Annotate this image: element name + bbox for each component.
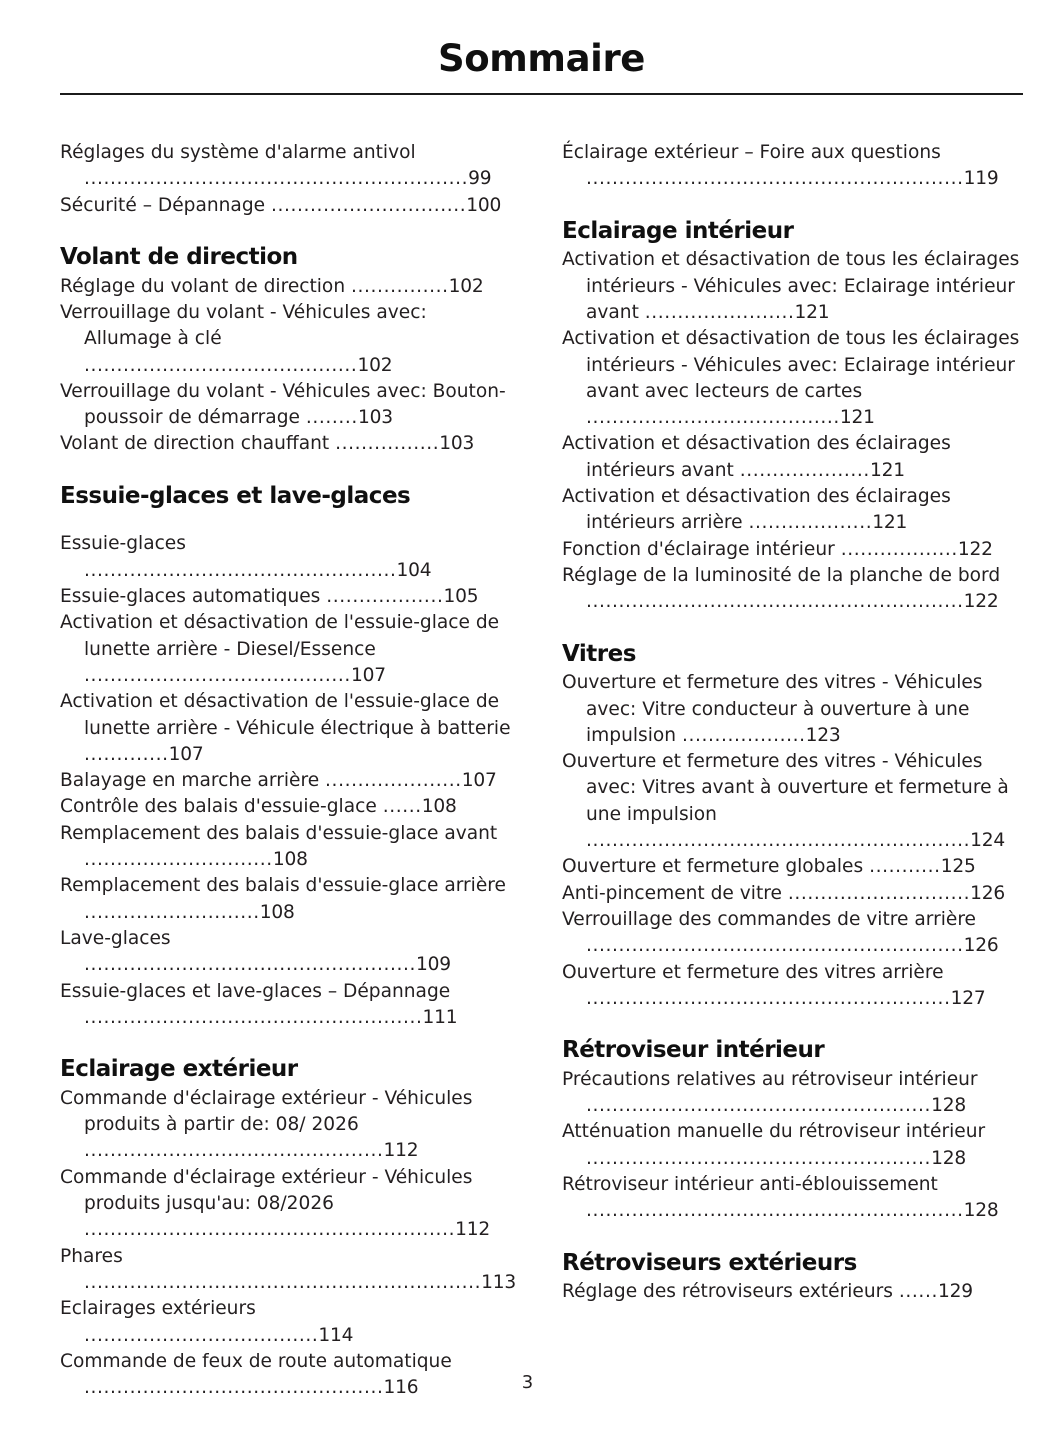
toc-entry-leader: ....................: [739, 459, 870, 481]
toc-entry-leader: ........................................................: [586, 987, 951, 1009]
toc-entry-page-number: 128: [963, 1200, 999, 1222]
toc-entry-page-number: 114: [318, 1324, 354, 1346]
toc-entry[interactable]: [562, 881, 1022, 907]
toc-entry-page-number: 99: [468, 168, 492, 190]
toc-entry-title: Activation et désactivation des éclairages intérieurs arrière: [562, 486, 951, 534]
toc-entry-leader: ..................: [326, 586, 444, 608]
toc-entry-leader: ..........................................................: [586, 168, 964, 190]
toc-entry-leader: ................: [335, 433, 440, 455]
toc-entry-leader: .......................................: [586, 407, 840, 429]
toc-entry-leader: ...........................: [84, 901, 260, 923]
toc-entry-title: Commande d'éclairage extérieur - Véhicules produits jusqu'au: 08/2026: [60, 1166, 473, 1215]
section-heading-eclairage-exterieur: Eclairage extérieur: [60, 1056, 298, 1083]
toc-entry-title: Ouverture et fermeture des vitres - Véhicules avec: Vitre conducteur à ouverture à une impulsion: [562, 672, 983, 746]
toc-entry-title: Réglages du système d'alarme antivol: [60, 142, 416, 163]
toc-entry-title: Eclairages extérieurs: [60, 1298, 256, 1320]
toc-entry[interactable]: [562, 749, 1022, 854]
toc-entry-leader: ................................................: [84, 559, 397, 581]
page-number: 3: [521, 1372, 534, 1393]
toc-entry-page-number: 122: [957, 538, 993, 560]
toc-entry[interactable]: [60, 584, 520, 610]
toc-entry-leader: .........................................................: [84, 1219, 456, 1241]
toc-entry[interactable]: [60, 1296, 520, 1349]
toc-entry-title: Précautions relatives au rétroviseur intérieur: [562, 1068, 978, 1090]
toc-column-right: [562, 140, 1022, 1306]
toc-entry[interactable]: [562, 1172, 1022, 1225]
toc-entry-title: Essuie-glaces automatiques: [60, 586, 327, 608]
toc-entry[interactable]: [60, 873, 520, 926]
toc-entry-page-number: 121: [872, 512, 908, 534]
toc-entry-page-number: 121: [794, 301, 830, 323]
toc-entry-leader: ..............................: [270, 194, 467, 216]
toc-entry-leader: ...........................................................: [586, 830, 971, 852]
toc-entry-leader: ....................................................: [84, 1006, 423, 1028]
toc-entry-title: Verrouillage des commandes de vitre arrière: [562, 908, 976, 930]
toc-entry-page-number: 124: [970, 830, 1006, 852]
toc-entry-page-number: 103: [439, 433, 475, 455]
toc-entry-leader: ........: [305, 407, 358, 429]
toc-entry-leader: ..........................................................: [586, 1200, 964, 1222]
toc-entry-page-number: 125: [940, 856, 976, 878]
toc-entry[interactable]: [60, 979, 520, 1032]
toc-entry-page-number: 109: [416, 954, 451, 976]
toc-entry-leader: ...................: [681, 724, 806, 746]
toc-entry[interactable]: [562, 484, 1022, 537]
toc-entry-leader: .....................................................: [586, 1095, 932, 1117]
toc-entry-leader: .............................: [84, 849, 273, 871]
toc-entry-page-number: 128: [931, 1147, 966, 1169]
toc-entry[interactable]: [60, 821, 520, 874]
toc-entry[interactable]: [60, 531, 520, 584]
toc-entry-title: Commande d'éclairage extérieur - Véhicules produits à partir de: 08/ 2026: [60, 1087, 473, 1136]
toc-entry-leader: .....................: [325, 770, 462, 792]
toc-entry-title: Réglage des rétroviseurs extérieurs: [562, 1281, 899, 1303]
toc-entry[interactable]: [562, 140, 1022, 193]
toc-entry[interactable]: [60, 794, 520, 820]
toc-entry-title: Fonction d'éclairage intérieur: [562, 538, 841, 560]
toc-entry-leader: ....................................: [84, 1324, 319, 1346]
toc-entry-page-number: 121: [869, 459, 905, 481]
toc-entry-leader: ...................................................: [84, 954, 417, 976]
toc-entry-title: Lave-glaces: [60, 927, 171, 949]
toc-entry-title: Verrouillage du volant - Véhicules avec: Allumage à clé: [60, 301, 427, 350]
toc-entry[interactable]: [562, 960, 1022, 1013]
section-heading-essuie-glaces-et-lave-glaces: Essuie-glaces et lave-glaces: [60, 482, 411, 509]
toc-entry-page-number: 122: [963, 591, 999, 613]
toc-entry-leader: ............................: [787, 882, 971, 904]
toc-entry-leader: ..................: [840, 538, 958, 560]
toc-entry-page-number: 119: [963, 168, 999, 190]
toc-entry-leader: ..............................................: [84, 1140, 384, 1162]
toc-entry-title: Activation et désactivation de l'essuie-glace de lunette arrière - Diesel/Essence: [60, 612, 500, 660]
toc-entry[interactable]: [562, 537, 1022, 563]
toc-entry-title: Verrouillage du volant - Véhicules avec: Bouton-poussoir de démarrage: [60, 380, 506, 429]
toc-entry[interactable]: [60, 1086, 520, 1165]
toc-entry-page-number: 108: [259, 901, 295, 923]
toc-entry-page-number: 121: [839, 407, 875, 429]
header-divider: [60, 93, 1023, 95]
toc-entry-page-number: 107: [461, 770, 497, 792]
toc-entry[interactable]: [60, 431, 520, 457]
toc-entry-leader: ...............: [351, 275, 449, 297]
toc-entry-title: Ouverture et fermeture des vitres - Véhicules avec: Vitres avant à ouverture et fermeture à une impulsion: [562, 751, 1009, 825]
toc-entry-page-number: 126: [963, 935, 999, 957]
toc-entry-page-number: 108: [421, 796, 457, 818]
toc-entry-leader: ...........................................................: [84, 168, 469, 190]
toc-entry-leader: .....................................................: [586, 1147, 932, 1169]
toc-entry-title: Contrôle des balais d'essuie-glace: [60, 796, 383, 818]
toc-entry-page-number: 128: [931, 1095, 966, 1117]
toc-entry-title: Ouverture et fermeture globales: [562, 856, 870, 878]
toc-entry[interactable]: [60, 768, 520, 794]
toc-entry-title: Activation et désactivation de tous les éclairages intérieurs - Véhicules avec: Eclairage intérieur avant: [562, 249, 1020, 323]
toc-entry[interactable]: [562, 854, 1022, 880]
toc-entry-title: Remplacement des balais d'essuie-glace avant: [60, 822, 498, 844]
toc-entry-page-number: 104: [396, 559, 432, 581]
toc-entry-leader: ..........................................................: [586, 591, 964, 613]
page-title: Sommaire: [438, 37, 645, 80]
toc-entry-page-number: 102: [448, 275, 484, 297]
toc-entry-title: Activation et désactivation des éclairages intérieurs avant: [562, 433, 951, 481]
toc-entry[interactable]: [562, 670, 1022, 749]
toc-entry-leader: .........................................: [84, 664, 351, 686]
section-heading-eclairage-interieur: Eclairage intérieur: [562, 217, 794, 244]
toc-entry-leader: ..........................................................: [586, 935, 964, 957]
toc-entry-page-number: 100: [466, 194, 502, 216]
toc-entry-page-number: 127: [950, 987, 986, 1009]
toc-entry-leader: ...........: [869, 856, 941, 878]
toc-entry-page-number: 112: [455, 1219, 490, 1241]
toc-entry-title: Anti-pincement de vitre: [562, 882, 788, 904]
toc-entry-page-number: 112: [383, 1140, 419, 1162]
toc-entry[interactable]: [562, 247, 1022, 326]
toc-entry[interactable]: [60, 1244, 520, 1297]
page-header: [60, 37, 1023, 95]
toc-entry-title: Balayage en marche arrière: [60, 770, 326, 792]
toc-entry-page-number: 103: [357, 407, 393, 429]
toc-entry-page-number: 113: [481, 1271, 517, 1293]
toc-entry-page-number: 108: [272, 849, 308, 871]
toc-entry-leader: ..........................................: [84, 354, 358, 376]
toc-entry-leader: .......................: [644, 301, 795, 323]
toc-entry-page-number: 105: [443, 586, 479, 608]
toc-entry[interactable]: [562, 326, 1022, 431]
toc-entry-page-number: 123: [805, 724, 841, 746]
toc-entry[interactable]: [562, 1119, 1022, 1172]
section-heading-volant-de-direction: Volant de direction: [60, 243, 298, 270]
toc-entry-leader: ...................: [748, 512, 873, 534]
toc-entry-title: Activation et désactivation de l'essuie-glace de lunette arrière - Véhicule électrique à batterie: [60, 691, 511, 739]
toc-entry-title: Commande de feux de route automatique: [60, 1350, 452, 1372]
toc-entry-leader: ......: [898, 1281, 938, 1303]
toc-entry-page-number: 116: [383, 1377, 419, 1399]
toc-entry-page-number: 107: [350, 664, 386, 686]
toc-entry-title: Phares: [60, 1245, 123, 1267]
toc-entry-leader: .............: [84, 743, 169, 765]
toc-entry-title: Remplacement des balais d'essuie-glace arrière: [60, 875, 506, 897]
toc-entry[interactable]: [562, 1067, 1022, 1120]
toc-entry-title: Réglage de la luminosité de la planche de bord: [562, 564, 1001, 586]
toc-entry-leader: .............................................................: [84, 1271, 482, 1293]
toc-entry-leader: ......: [382, 796, 422, 818]
toc-entry-title: Rétroviseur intérieur anti-éblouissement: [562, 1174, 938, 1196]
toc-entry-title: Volant de direction chauffant: [60, 433, 336, 455]
toc-entry-title: Éclairage extérieur – Foire aux questions: [562, 142, 941, 163]
toc-entry-leader: ..............................................: [84, 1377, 384, 1399]
toc-column-left: [60, 140, 520, 1401]
section-heading-vitres: Vitres: [562, 640, 636, 667]
toc-entry-title: Essuie-glaces: [60, 533, 186, 555]
section-heading-retroviseurs-exterieurs: Rétroviseurs extérieurs: [562, 1249, 857, 1276]
toc-entry[interactable]: [60, 274, 520, 300]
toc-entry-title: Réglage du volant de direction: [60, 275, 352, 297]
toc-entry[interactable]: [60, 140, 520, 193]
toc-entry[interactable]: [60, 193, 520, 219]
toc-entry-title: Essuie-glaces et lave-glaces – Dépannage: [60, 980, 451, 1002]
toc-entry[interactable]: [562, 563, 1022, 616]
section-heading-retroviseur-interieur: Rétroviseur intérieur: [562, 1037, 825, 1064]
toc-entry-page-number: 102: [357, 354, 393, 376]
toc-entry[interactable]: [60, 926, 520, 979]
toc-entry[interactable]: [60, 1165, 520, 1244]
toc-entry[interactable]: [60, 379, 520, 432]
toc-entry[interactable]: [60, 300, 520, 379]
toc-entry-page-number: 111: [422, 1006, 458, 1028]
toc-entry[interactable]: [562, 431, 1022, 484]
toc-entry[interactable]: [562, 1279, 1022, 1305]
toc-entry-page-number: 126: [970, 882, 1006, 904]
toc-entry[interactable]: [60, 689, 520, 768]
toc-entry-title: Sécurité – Dépannage: [60, 194, 271, 216]
toc-entry-page-number: 129: [937, 1281, 973, 1303]
toc-entry[interactable]: [562, 907, 1022, 960]
toc-entry[interactable]: [60, 610, 520, 689]
toc-columns: [60, 140, 1023, 1401]
toc-entry-title: Atténuation manuelle du rétroviseur intérieur: [562, 1121, 986, 1143]
toc-entry-title: Ouverture et fermeture des vitres arrière: [562, 961, 944, 983]
toc-entry-page-number: 107: [168, 743, 204, 765]
toc-entry-title: Activation et désactivation de tous les éclairages intérieurs - Véhicules avec: Eclairage intérieur avant avec lecteurs de cartes: [562, 328, 1020, 402]
